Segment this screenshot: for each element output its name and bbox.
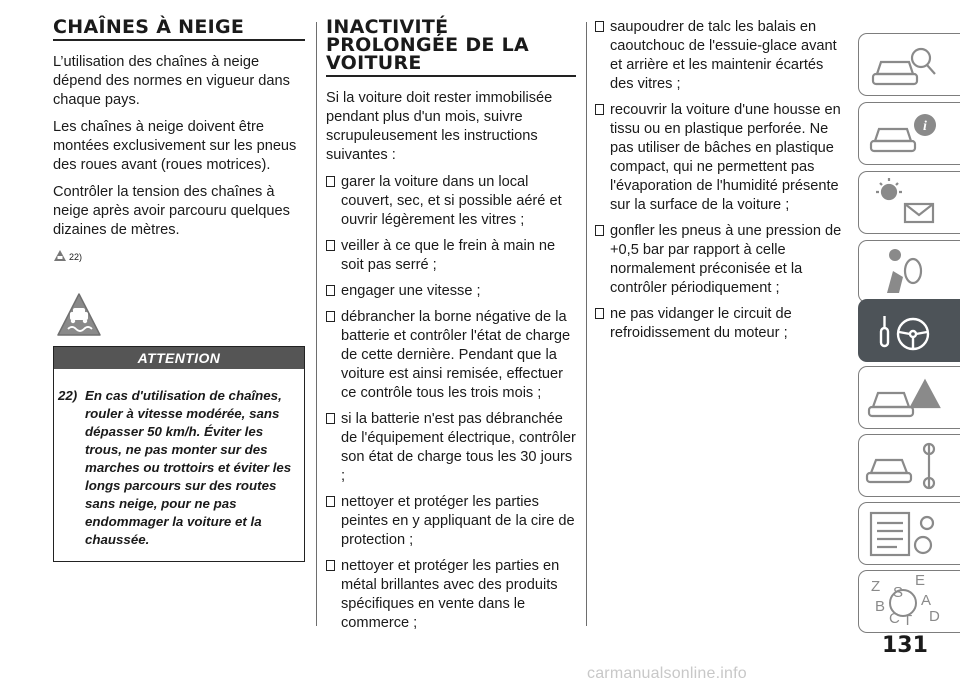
heading-line: VOITURE [326,52,422,74]
paragraph: Contrôler la tension des chaînes à neige après avoir parcouru quelques dizaines de mètres. [53,184,290,238]
instruction-list [595,18,845,343]
reference-number: 22) [69,252,83,262]
checkbox-bullet-icon [326,413,335,424]
checkbox-bullet-icon [595,104,604,115]
attention-title: ATTENTION [54,347,304,369]
heading-line: PROLONGÉE DE LA [326,34,530,56]
column-inactivity-continued [595,18,845,350]
column-divider [586,22,587,626]
tab-alphabetical-index[interactable] [858,570,960,633]
svg-text:S: S [893,584,904,601]
tab-car-maintenance[interactable] [858,434,960,497]
attention-note [54,369,304,561]
car-info-icon [859,103,960,165]
list-item: nettoyer et protéger les parties en métal brillantes avec des produits spécifiques en vente dans le commerce ; [326,557,576,633]
paragraph: L’utilisation des chaînes à neige dépend des normes en vigueur dans chaque pays. [53,54,290,108]
watermark: carmanualsonline.info [587,665,747,682]
warning-triangle-icon [53,249,67,262]
tab-car-search[interactable] [858,33,960,96]
svg-text:C: C [889,610,900,627]
checkbox-bullet-icon [595,21,604,32]
list-item: veiller à ce que le frein à main ne soit pas serré ; [326,237,576,275]
checkbox-bullet-icon [326,285,335,296]
alphabetical-index-icon [859,571,960,633]
tab-airbag-safety[interactable] [858,240,960,303]
tab-warning-lights[interactable] [858,171,960,234]
tab-car-emergency[interactable] [858,366,960,429]
svg-text:T: T [903,612,913,629]
checkbox-bullet-icon [326,496,335,507]
page-number: 131 [882,633,928,658]
paragraph: Si la voiture doit rester immobilisée pendant plus d'un mois, suivre scrupuleusement les instructions suivantes : [326,90,553,163]
svg-text:A: A [921,592,932,609]
car-emergency-icon [859,367,960,429]
column-divider [316,22,317,626]
list-item: engager une vitesse ; [326,282,576,301]
section-heading-inactivity [326,18,576,77]
list-item: recouvrir la voiture d'une housse en tissu ou en plastique perforée. Ne pas utiliser de bâches en plastique compact, qui ne permettent pas l'évaporation de l'humidité présente sur la surface de la voiture ; [595,101,845,215]
list-item: débrancher la borne négative de la batterie et contrôler l'état de charge de cette dernière. Pendant que la voiture est ainsi remisée, effectuer ce contrôle tous les trois mois ; [326,308,576,403]
svg-text:E: E [915,572,926,589]
slippery-road-warning-icon [56,292,102,338]
car-search-icon [859,34,960,96]
airbag-safety-icon [859,241,960,303]
list-item: si la batterie n'est pas débranchée de l'équipement électrique, contrôler son état de charge tous les 30 jours ; [326,410,576,486]
warning-reference [53,246,305,262]
checkbox-bullet-icon [326,311,335,322]
tab-key-steering-wheel[interactable] [858,299,960,362]
list-item: nettoyer et protéger les parties peintes en y appliquant de la cire de protection ; [326,493,576,550]
column-long-inactivity [326,18,576,640]
paragraph: Les chaînes à neige doivent être montées exclusivement sur les pneus des roues avant (roues motrices). [53,119,297,173]
attention-box [53,346,305,562]
note-number: 22) [58,388,78,403]
checkbox-bullet-icon [595,225,604,236]
heading-line: INACTIVITÉ [326,16,449,38]
warning-lights-icon [859,172,960,234]
column-snow-chains [53,18,305,562]
svg-text:B: B [875,598,886,615]
svg-text:Z: Z [871,578,881,595]
svg-text:D: D [929,608,940,625]
section-heading-snow-chains: CHAÎNES À NEIGE [53,18,305,41]
checkbox-bullet-icon [326,176,335,187]
checkbox-bullet-icon [326,240,335,251]
svg-text:i: i [923,119,927,134]
tab-technical-data[interactable] [858,502,960,565]
key-steering-wheel-icon [859,300,960,362]
list-item: ne pas vidanger le circuit de refroidissement du moteur ; [595,305,845,343]
list-item: garer la voiture dans un local couvert, sec, et si possible aéré et ouvrir légèrement les vitres ; [326,173,576,230]
car-maintenance-icon [859,435,960,497]
technical-data-icon [859,503,960,565]
checkbox-bullet-icon [326,560,335,571]
list-item: saupoudrer de talc les balais en caoutchouc de l'essuie-glace avant et arrière et les maintenir écartés des vitres ; [595,18,845,94]
tab-car-info[interactable] [858,102,960,165]
list-item: gonfler les pneus à une pression de +0,5 bar par rapport à celle normalement préconisée et la contrôler périodiquement ; [595,222,845,298]
note-text: En cas d'utilisation de chaînes, rouler à vitesse modérée, sans dépasser 50 km/h. Éviter les trous, ne pas monter sur des marches ou trottoirs et éviter les longs parcours sur des routes sans neige, pour ne pas endommager la voiture et la chaussée. [85,388,292,547]
checkbox-bullet-icon [595,308,604,319]
instruction-list [326,173,576,633]
